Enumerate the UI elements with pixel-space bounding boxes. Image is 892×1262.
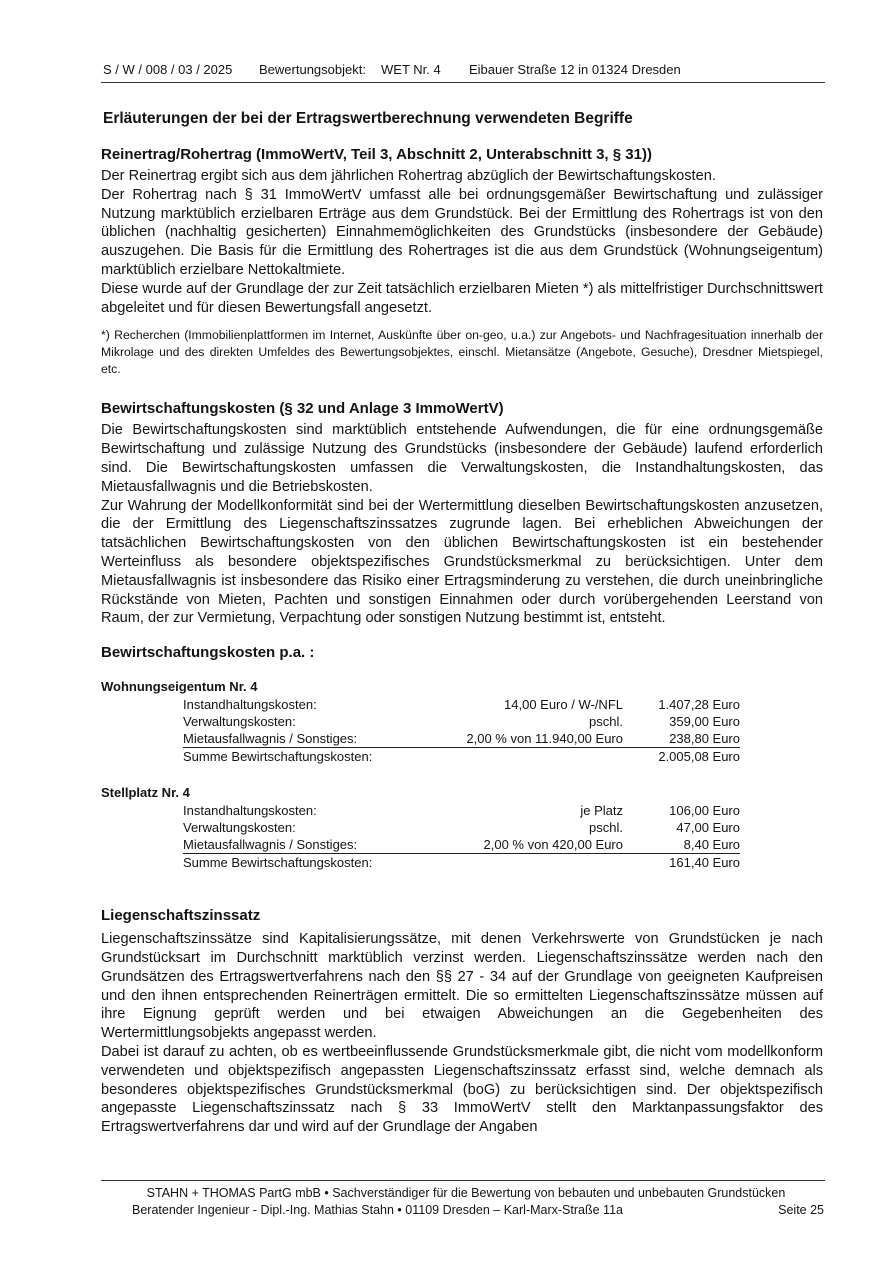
page-number: Seite 25 — [778, 1203, 824, 1217]
table-row — [183, 819, 740, 836]
cost-amount: 359,00 Euro — [669, 714, 740, 730]
spacer — [101, 871, 823, 907]
cost-label: Instandhaltungskosten: — [183, 803, 317, 819]
paragraph: Liegenschaftszinssätze sind Kapitalisierungssätze, mit denen Verkehrswerte von Grundstücken je nach Grundstücksart im Durchschnitt marktüblich verzinst werden. Liegenschaftszinssätze werden nach den Grundsätzen des Ertragswertverfahrens nach den §§ 27 - 34 auf der Grundlage von geeigneten Kaufpreisen und den ihnen entsprechenden Reinerträgen ermittelt. Die so ermittelten Liegenschaftszinssätze müssen auf ihre Eignung geprüft werden und bei etwaigen Abweichungen an die Gegebenheiten des Wertermittlungsobjekts angepasst werden. — [101, 931, 823, 1042]
section-heading: Reinertrag/Rohertrag (ImmoWertV, Teil 3, Abschnitt 2, Unterabschnitt 3, § 31)) — [101, 146, 652, 163]
cost-label: Summe Bewirtschaftungskosten: — [183, 855, 373, 871]
object-unit: WET Nr. 4 — [381, 62, 441, 77]
object-label: Bewertungsobjekt: — [259, 62, 366, 77]
cost-label: Mietausfallwagnis / Sonstiges: — [183, 836, 463, 854]
cost-basis: pschl. — [589, 820, 623, 836]
table-row — [183, 730, 740, 748]
section-heading: Liegenschaftszinssatz — [101, 907, 261, 925]
cost-amount: 2.005,08 Euro — [658, 749, 740, 765]
section-liegenschaftszinssatz — [101, 907, 823, 1137]
reference-number: S / W / 008 / 03 / 2025 — [103, 62, 233, 77]
footer-contact-row — [108, 1202, 824, 1219]
page-header — [103, 62, 823, 77]
cost-basis: 14,00 Euro / W-/NFL — [504, 697, 623, 713]
section-reinertrag — [101, 146, 823, 378]
spacer — [101, 765, 823, 785]
cost-label: Summe Bewirtschaftungskosten: — [183, 749, 373, 765]
table-row — [183, 836, 740, 854]
cost-basis: pschl. — [589, 714, 623, 730]
cost-table — [183, 802, 740, 871]
cost-basis: 2,00 % von 11.940,00 Euro — [463, 730, 623, 748]
footer-company: STAHN + THOMAS PartG mbB • Sachverständiger für die Bewertung von bebauten und unbebauten Grundstücken — [146, 1186, 786, 1200]
cost-group-title: Stellplatz Nr. 4 — [101, 785, 190, 801]
cost-label: Verwaltungskosten: — [183, 820, 296, 836]
paragraph: Dabei ist darauf zu achten, ob es wertbeeinflussende Grundstücksmerkmale gibt, die nicht vom modellkonform verwendeten und objektspezifisch angepassten Liegenschaftszinssatz erfasst sind, welche demnach als besonderes objektspezifisches Grundstücksmerkmal (boG) zu berücksichtigen sind. Der objektspezifisch angepasste Liegenschaftszinssatz nach § 33 ImmoWertV stellt den Marktanpassungsfaktor des Ertragswertverfahrens dar und wird auf der Grundlage der Angaben — [101, 1043, 823, 1136]
cost-amount: 238,80 Euro — [623, 730, 740, 748]
paragraph: Diese wurde auf der Grundlage der zur Zeit tatsächlich erzielbaren Mieten *) als mittelfristiger Durchschnittswert abgeleitet und für diesen Bewertungsfall angesetzt. — [101, 280, 823, 316]
cost-basis: 2,00 % von 420,00 Euro — [463, 836, 623, 854]
footer-address: Beratender Ingenieur - Dipl.-Ing. Mathias Stahn • 01109 Dresden – Karl-Marx-Straße 11a — [132, 1203, 623, 1217]
paragraph: Die Bewirtschaftungskosten sind marktüblich entstehende Aufwendungen, die für eine ordnungsgemäße Bewirtschaftung und zulässige Nutzung des Grundstücks (insbesondere der Gebäude) laufend erforderlich sind. Die Bewirtschaftungskosten umfassen die Verwaltungskosten, die Instandhaltungskosten, das Mietausfallwagnis und die Betriebskosten. — [101, 422, 823, 495]
cost-basis — [463, 854, 623, 872]
cost-basis: je Platz — [580, 803, 623, 819]
table-row-total — [183, 854, 740, 872]
header-divider — [101, 82, 825, 83]
page-title: Erläuterungen der bei der Ertragswertberechnung verwendeten Begriffe — [103, 110, 633, 127]
cost-amount: 106,00 Euro — [669, 803, 740, 819]
cost-label: Instandhaltungskosten: — [183, 697, 317, 713]
page-footer — [108, 1185, 824, 1219]
cost-basis — [463, 748, 623, 766]
cost-label: Verwaltungskosten: — [183, 714, 296, 730]
cost-group-title: Wohnungseigentum Nr. 4 — [101, 679, 258, 695]
footer-divider — [101, 1180, 825, 1181]
spacer — [101, 378, 823, 400]
cost-amount: 161,40 Euro — [669, 855, 740, 871]
section-heading: Bewirtschaftungskosten (§ 32 und Anlage 3 ImmoWertV) — [101, 400, 504, 418]
cost-amount: 8,40 Euro — [623, 836, 740, 854]
table-row — [183, 696, 740, 713]
paragraph: Der Reinertrag ergibt sich aus dem jährlichen Rohertrag abzüglich der Bewirtschaftungskosten. — [101, 168, 716, 184]
paragraph: Zur Wahrung der Modellkonformität sind bei der Wertermittlung dieselben Bewirtschaftungskosten anzusetzen, die der Ermittlung des Liegenschaftszinssatzes zugrunde lagen. Bei erheblichen Abweichungen der tatsächlichen Bewirtschaftungskosten von den üblichen Bewirtschaftungskosten ist ein bestehender Werteinfluss als besondere objektspezifisches Grundstücksmerkmal zu berücksichtigen. Unter dem Mietausfallwagnis ist insbesondere das Risiko einer Ertragsminderung zu verstehen, die durch uneinbringliche Rückstände von Mieten, Pachten und sonstigen Einnahmen oder durch vorübergehenden Leerstand von Raum, der zur Vermietung, Verpachtung oder sonstigen Nutzung bestimmt ist, entsteht. — [101, 497, 823, 627]
section-cost-table — [101, 644, 823, 871]
cost-table — [183, 696, 740, 765]
table-row — [183, 713, 740, 730]
table-row — [183, 802, 740, 819]
paragraph: Der Rohertrag nach § 31 ImmoWertV umfasst alle bei ordnungsgemäßer Bewirtschaftung und zulässiger Nutzung marktüblich erzielbaren Erträge aus dem Grundstück. Bei der Ermittlung des Rohertrags ist von den üblichen (nachhaltig gesicherten) Einnahmemöglichkeiten des Grundstücks (insbesondere der Gebäude) auszugehen. Die Basis für die Ermittlung des Rohertrages ist die aus dem Grundstück (Wohnungseigentum) marktüblich erzielbare Nettokaltmiete. — [101, 186, 823, 278]
object-address: Eibauer Straße 12 in 01324 Dresden — [469, 62, 681, 77]
cost-amount: 1.407,28 Euro — [658, 697, 740, 713]
table-row-total — [183, 748, 740, 766]
main-content — [101, 146, 823, 1137]
footnote: *) Recherchen (Immobilienplattformen im Internet, Auskünfte über on-geo, u.a.) zur Angebots- und Nachfragesituation innerhalb der Mikrolage und des direkten Umfeldes des Bewertungsobjektes, einschl. Mietansätze (Angebote, Gesuche), Dresdner Mietspiegel, etc. — [101, 328, 823, 377]
section-bewirtschaftungskosten — [101, 400, 823, 628]
cost-amount: 47,00 Euro — [676, 820, 740, 836]
section-heading: Bewirtschaftungskosten p.a. : — [101, 644, 315, 662]
spacer — [101, 628, 823, 644]
cost-label: Mietausfallwagnis / Sonstiges: — [183, 730, 463, 748]
